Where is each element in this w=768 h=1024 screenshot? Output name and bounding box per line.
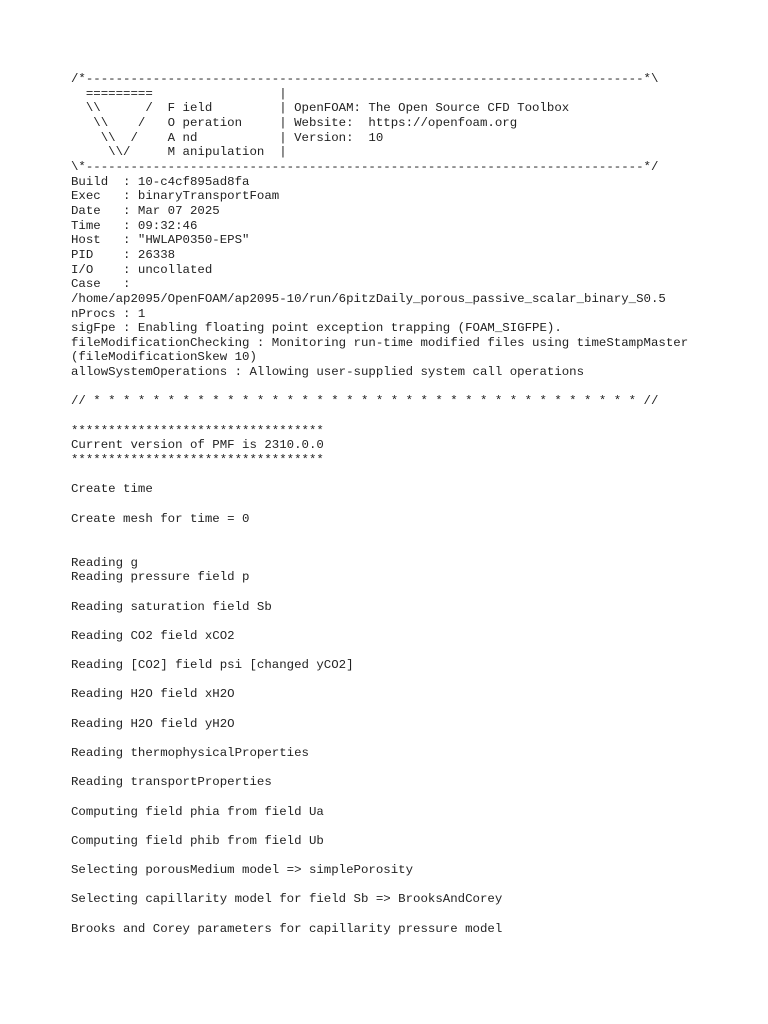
log-line: /*---------------------------------------------------------------------------*\ xyxy=(71,72,659,86)
log-line: Brooks and Corey parameters for capillarity pressure model xyxy=(71,921,503,936)
blank-line xyxy=(71,702,751,717)
log-line: Reading transportProperties xyxy=(71,775,272,790)
log-line: Reading CO2 field xCO2 xyxy=(71,628,235,643)
log-line: Selecting capillarity model for field Sb => BrooksAndCorey xyxy=(71,892,503,907)
blank-line xyxy=(71,819,751,834)
blank-line xyxy=(71,643,751,658)
blank-line xyxy=(71,468,751,483)
blank-line xyxy=(71,790,751,805)
log-line: fileModificationChecking : Monitoring run-time modified files using timeStampMaster xyxy=(71,335,689,350)
log-line: Case : xyxy=(71,277,131,292)
log-line: Time : 09:32:46 xyxy=(71,218,198,233)
log-line: Create time xyxy=(71,482,153,497)
log-line: Reading thermophysicalProperties xyxy=(71,746,309,760)
log-line: Build : 10-c4cf895ad8fa xyxy=(71,174,250,189)
log-line: Host : "HWLAP0350-EPS" xyxy=(71,233,250,248)
log-line: \\ / O peration | Website: https://openfoam.org xyxy=(71,115,518,130)
log-line: I/O : uncollated xyxy=(71,262,213,277)
blank-line xyxy=(71,409,751,424)
log-line: /home/ap2095/OpenFOAM/ap2095-10/run/6pitzDaily_porous_passive_scalar_binary_S0.5 xyxy=(71,291,666,306)
log-line: Create mesh for time = 0 xyxy=(71,511,250,526)
blank-line xyxy=(71,541,751,556)
log-line: ========= | xyxy=(71,86,287,101)
log-line: \\/ M anipulation | xyxy=(71,145,287,160)
blank-line xyxy=(71,673,751,688)
log-line: Computing field phib from field Ub xyxy=(71,833,324,848)
blank-line xyxy=(71,585,751,600)
log-line: // * * * * * * * * * * * * * * * * * * * * * * * * * * * * * * * * * * * * * // xyxy=(71,394,659,409)
log-line: Reading g xyxy=(71,555,138,570)
log-line: Current version of PMF is 2310.0.0 xyxy=(71,438,324,453)
blank-line xyxy=(71,380,751,395)
log-line: Date : Mar 07 2025 xyxy=(71,203,220,218)
blank-line xyxy=(71,526,751,541)
log-line: Exec : binaryTransportFoam xyxy=(71,189,280,204)
log-line: ********************************** xyxy=(71,423,324,438)
log-line: ********************************** xyxy=(71,453,324,468)
log-output xyxy=(71,72,751,936)
log-line: Reading pressure field p xyxy=(71,570,250,585)
log-line: sigFpe : Enabling floating point exception trapping (FOAM_SIGFPE). xyxy=(71,321,562,336)
blank-line xyxy=(71,849,751,864)
log-line: Reading H2O field yH2O xyxy=(71,716,235,731)
log-line: nProcs : 1 xyxy=(71,306,146,321)
log-line: Selecting porousMedium model => simplePorosity xyxy=(71,863,414,878)
log-line: \\ / A nd | Version: 10 xyxy=(71,130,384,145)
log-line: PID : 26338 xyxy=(71,247,176,262)
blank-line xyxy=(71,761,751,776)
log-line: allowSystemOperations : Allowing user-supplied system call operations xyxy=(71,365,585,380)
blank-line xyxy=(71,907,751,922)
log-line: Reading [CO2] field psi [changed yCO2] xyxy=(71,658,354,673)
blank-line xyxy=(71,497,751,512)
log-line: \*---------------------------------------------------------------------------*/ xyxy=(71,159,659,174)
blank-line xyxy=(71,614,751,629)
blank-line xyxy=(71,878,751,893)
log-line: Computing field phia from field Ua xyxy=(71,804,324,819)
blank-line xyxy=(71,731,751,746)
log-line: Reading saturation field Sb xyxy=(71,599,272,614)
log-line: \\ / F ield | OpenFOAM: The Open Source CFD Toolbox xyxy=(71,101,570,116)
log-line: Reading H2O field xH2O xyxy=(71,687,235,702)
log-line: (fileModificationSkew 10) xyxy=(71,350,257,365)
